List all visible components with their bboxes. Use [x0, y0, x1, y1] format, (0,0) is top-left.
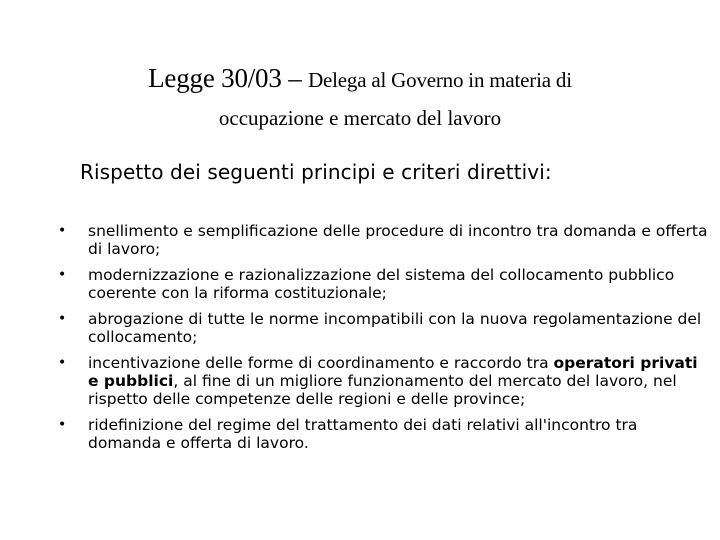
- bullet-icon: •: [58, 267, 67, 283]
- list-item: [58, 266, 708, 302]
- principles-list: [58, 222, 708, 460]
- title-subject-part-1: Delega al Governo in materia di: [308, 68, 572, 92]
- list-item-text: modernizzazione e razionalizzazione del sistema del collocamento pubblico coerente con la riforma costituzionale;: [88, 266, 675, 302]
- title-line-1: [0, 60, 720, 98]
- list-item: [58, 354, 708, 408]
- list-item: [58, 416, 708, 452]
- bullet-icon: •: [58, 223, 67, 239]
- slide-title: [0, 60, 720, 136]
- bullet-icon: •: [58, 417, 67, 433]
- list-item-text: abrogazione di tutte le norme incompatibili con la nuova regolamentazione del collocamento;: [88, 310, 702, 346]
- title-law-reference: Legge 30/03 –: [148, 63, 309, 93]
- list-item: [58, 310, 708, 346]
- list-item-text: snellimento e semplificazione delle procedure di incontro tra domanda e offerta di lavoro;: [88, 222, 708, 258]
- title-subject-part-2: occupazione e mercato del lavoro: [218, 106, 502, 130]
- list-item-text: [88, 354, 698, 408]
- intro-text: Rispetto dei seguenti principi e criteri direttivi:: [80, 160, 552, 184]
- list-item-text-before: incentivazione delle forme di coordinamento e raccordo tra: [88, 354, 554, 372]
- list-item-text-bold: operatori privati e pubblici: [88, 354, 698, 390]
- list-item-text-after: , al fine di un migliore funzionamento del mercato del lavoro, nel rispetto delle competenze delle regioni e delle province;: [88, 372, 677, 408]
- list-item: [58, 222, 708, 258]
- bullet-icon: •: [58, 311, 67, 327]
- bullet-icon: •: [58, 355, 67, 371]
- list-item-text: ridefinizione del regime del trattamento dei dati relativi all'incontro tra domanda e offerta di lavoro.: [88, 416, 638, 452]
